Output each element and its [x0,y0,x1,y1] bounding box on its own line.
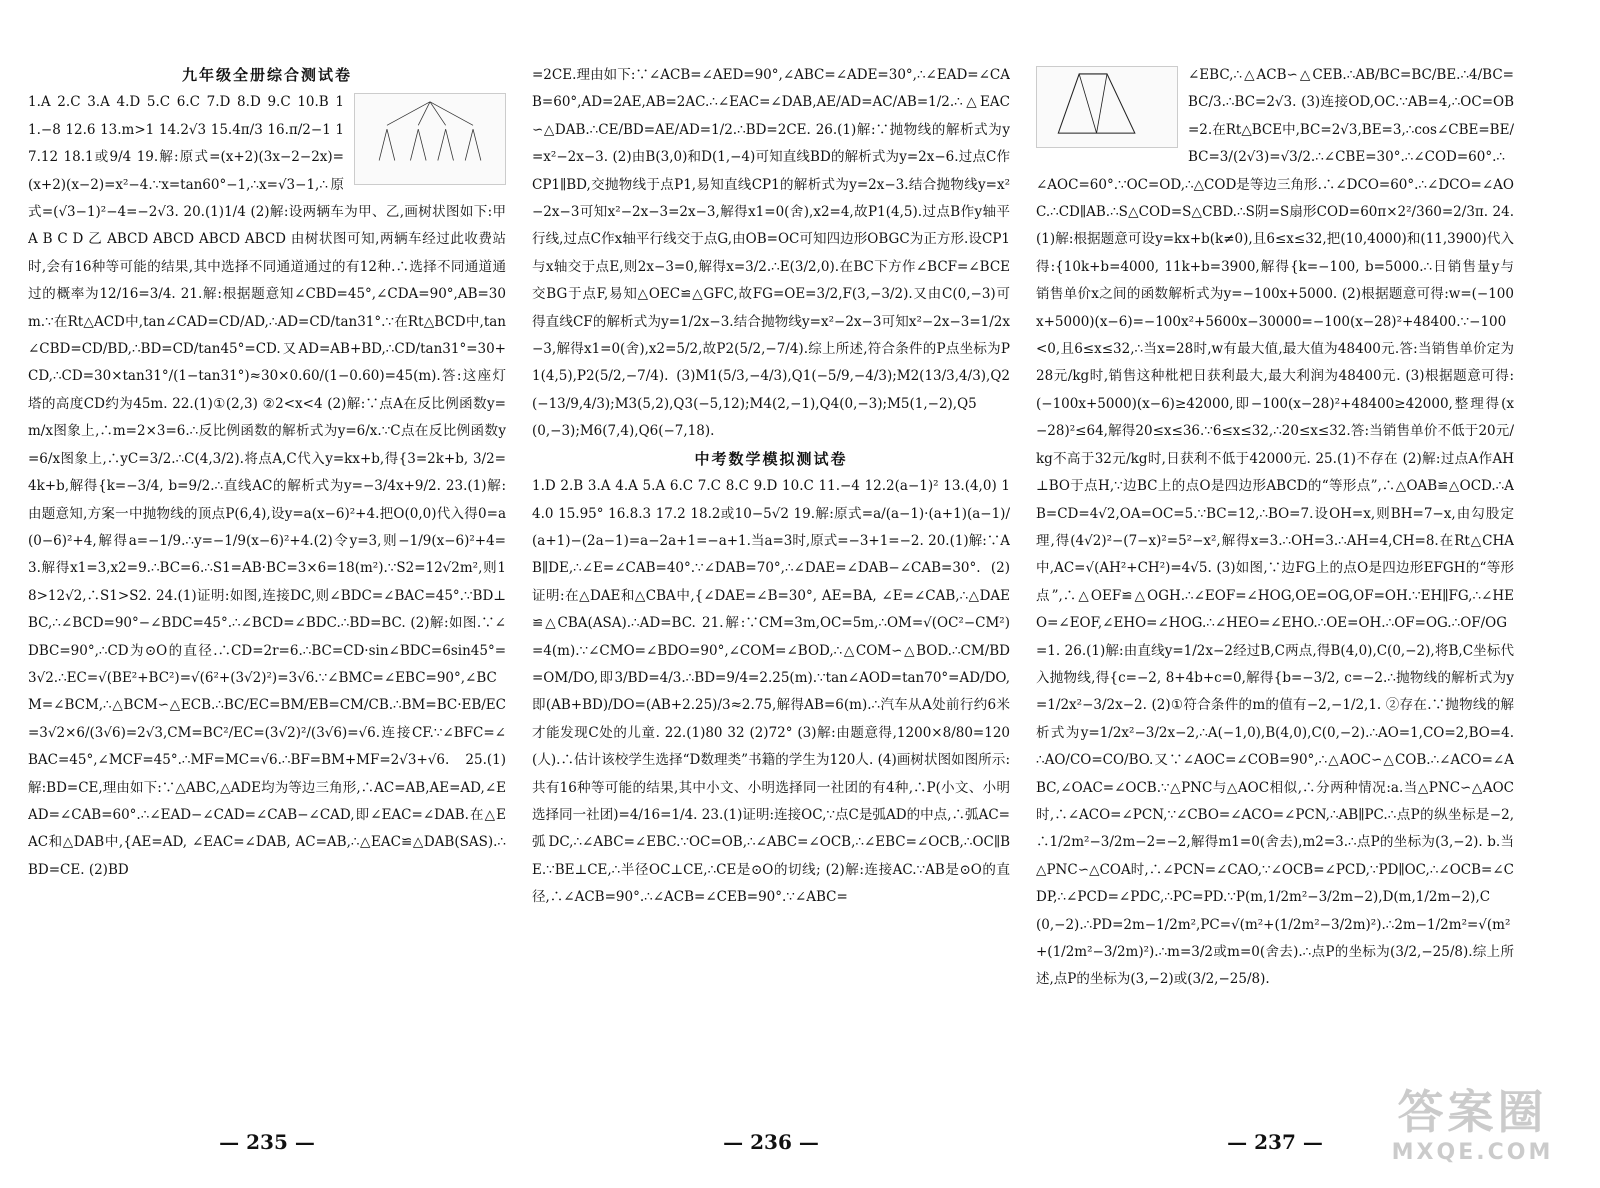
page-237-column [1036,62,1514,1102]
page-236-column [532,62,1010,1102]
answers-body-235: 1.A 2.C 3.A 4.D 5.C 6.C 7.D 8.D 9.C 10.B 11.−8 12.6 13.m>1 14.2√3 15.4π/3 16.π/2−1 17.12 18.1或9/4 19.解:原式=(x+2)(3x−2−2x)=(x+2)(x−2)=x²−4.∵x=tan60°−1,∴x=√3−1,∴原式=(√3−1)²−4=−2√3. 20.(1)1/4 (2)解:设两辆车为甲、乙,画树状图如下:甲 A B C D 乙 ABCD ABCD ABCD ABCD 由树状图可知,两辆车经过此收费站时,会有16种等可能的结果,其中选择不同通道通过的有12种.∴选择不同通道通过的概率为12/16=3/4. 21.解:根据题意知∠CBD=45°,∠CDA=90°,AB=30m.∵在Rt△ACD中,tan∠CAD=CD/AD,∴AD=CD/tan31°.∵在Rt△BCD中,tan∠CBD=CD/BD,∴BD=CD/tan45°=CD.又AD=AB+BD,∴CD/tan31°=30+CD,∴CD=30×tan31°/(1−tan31°)≈30×0.60/(1−0.60)=45(m).答:这座灯塔的高度CD约为45m. 22.(1)①(2,3) ②2<x<4 (2)解:∵点A在反比例函数y=m/x图象上,∴m=2×3=6.∴反比例函数的解析式为y=6/x.∵C点在反比例函数y=6/x图象上,∴yC=3/2.∴C(4,3/2).将点A,C代入y=kx+b,得{3=2k+b, 3/2=4k+b,解得{k=−3/4, b=9/2.∴直线AC的解析式为y=−3/4x+9/2. 23.(1)解:由题意知,方案一中抛物线的顶点P(6,4),设y=a(x−6)²+4.把O(0,0)代入得0=a(0−6)²+4,解得a=−1/9.∴y=−1/9(x−6)²+4.(2)令y=3,则−1/9(x−6)²+4=3.解得x1=3,x2=9.∴BC=6.∴S1=AB·BC=3×6=18(m²).∵S2=12√2m²,则18>12√2,∴S1>S2. 24.(1)证明:如图,连接DC,则∠BDC=∠BAC=45°.∵BD⊥BC,∴∠BCD=90°−∠BDC=45°.∴∠BCD=∠BDC.∴BD=BC. (2)解:如图.∵∠DBC=90°,∴CD为⊙O的直径.∴CD=2r=6.∴BC=CD·sin∠BDC=6sin45°=3√2.∴EC=√(BE²+BC²)=√(6²+(3√2)²)=3√6.∵∠BMC=∠EBC=90°,∠BCM=∠BCM,∴△BCM∽△ECB.∴BC/EC=BM/EB=CM/CB.∴BM=BC·EB/EC=3√2×6/(3√6)=2√3,CM=BC²/EC=(3√2)²/(3√6)=√6.连接CF.∵∠BFC=∠BAC=45°,∠MCF=45°.∴MF=MC=√6.∴BF=BM+MF=2√3+√6. 25.(1)解:BD=CE,理由如下:∵△ABC,△ADE均为等边三角形,∴AC=AB,AE=AD,∠EAD=∠CAB=60°.∴∠EAD−∠CAD=∠CAB−∠CAD,即∠EAC=∠DAB.在△EAC和△DAB中,{AE=AD, ∠EAC=∠DAB, AC=AB,∴△EAC≌△DAB(SAS).∴BD=CE. (2)BD [28,94,506,878]
answers-body-236b: 1.D 2.B 3.A 4.A 5.A 6.C 7.C 8.C 9.D 10.C 11.−4 12.2(a−1)² 13.(4,0) 14.0 15.95° 16.8.3 17.2 18.2或10−5√2 19.解:原式=a/(a−1)·(a+1)(a−1)/(a+1)−(2a−1)=a−2a+1=−a+1.当a=3时,原式=−3+1=−2. 20.(1)解:∵AB∥DE,∴∠E=∠CAB=40°.∵∠DAB=70°,∴∠DAE=∠DAB−∠CAB=30°. (2)证明:在△DAE和△CBA中,{∠DAE=∠B=30°, AE=BA, ∠E=∠CAB,∴△DAE≌△CBA(ASA).∴AD=BC. 21.解:∵CM=3m,OC=5m,∴OM=√(OC²−CM²)=4(m).∵∠CMO=∠BDO=90°,∠COM=∠BOD,∴△COM∽△BOD.∴CM/BD=OM/DO,即3/BD=4/3.∴BD=9/4=2.25(m).∵tan∠AOD=tan70°=AD/DO,即(AB+BD)/DO=(AB+2.25)/3≈2.75,解得AB=6(m).∴汽车从A处前行约6米才能发现C处的儿童. 22.(1)80 32 (2)72° (3)解:由题意得,1200×8/80=120(人).∴估计该校学生选择“D数理类”书籍的学生为120人. (4)画树状图如图所示:共有16种等可能的结果,其中小文、小明选择同一社团的有4种,∴P(小文、小明选择同一社团)=4/16=1/4. 23.(1)证明:连接OC,∵点C是弧AD的中点,∴弧AC=弧DC,∴∠ABC=∠EBC.∵OC=OB,∴∠ABC=∠OCB,∴∠EBC=∠OCB,∴OC∥BE.∵BE⊥CE,∴半径OC⊥CE,∴CE是⊙O的切线; (2)解:连接AC.∵AB是⊙O的直径,∴∠ACB=90°.∴∠ACB=∠CEB=90°.∵∠ABC= [532,478,1010,906]
trapezoid-figure [1036,66,1178,148]
page-235-column [28,62,506,1102]
site-watermark [1365,1085,1580,1175]
page-number-236: — 236 — [723,1130,819,1154]
watermark-url: MXQE.COM [1391,1140,1554,1165]
watermark-logo-text: 答案圈 [1397,1085,1548,1139]
section-title-mock-exam: 中考数学模拟测试卷 [694,449,848,468]
page-number-237: — 237 — [1227,1130,1323,1154]
answers-body-236a: =2CE.理由如下:∵∠ACB=∠AED=90°,∠ABC=∠ADE=30°,∴∠EAD=∠CAB=60°,AD=2AE,AB=2AC.∴∠EAC=∠DAB,AE/AD=AC/AB=1/2.∴△EAC∽△DAB.∴CE/BD=AE/AD=1/2.∴BD=2CE. 26.(1)解:∵抛物线的解析式为y=x²−2x−3. (2)由B(3,0)和D(1,−4)可知直线BD的解析式为y=2x−6.过点C作CP1∥BD,交抛物线于点P1,易知直线CP1的解析式为y=2x−3.结合抛物线y=x²−2x−3可知x²−2x−3=2x−3,解得x1=0(舍),x2=4,故P1(4,5).过点B作y轴平行线,过点C作x轴平行线交于点G,由OB=OC可知四边形OBGC为正方形.设CP1与x轴交于点E,则2x−3=0,解得x=3/2.∴E(3/2,0).在BC下方作∠BCF=∠BCE交BG于点F,易知△OEC≌△GFC,故FG=OE=3/2,F(3,−3/2).又由C(0,−3)可得直线CF的解析式为y=1/2x−3.结合抛物线y=x²−2x−3可知x²−2x−3=1/2x−3,解得x1=0(舍),x2=5/2,故P2(5/2,−7/4).综上所述,符合条件的P点坐标为P1(4,5),P2(5/2,−7/4). (3)M1(5/3,−4/3),Q1(−5/9,−4/3);M2(13/3,4/3),Q2(−13/9,4/3);M3(5,2),Q3(−5,12);M4(2,−1),Q4(0,−3);M5(1,−2),Q5(0,−3);M6(7,4),Q6(−7,18). [532,67,1010,440]
answers-body-237: ∠EBC,∴△ACB∽△CEB.∴AB/BC=BC/BE.∴4/BC=BC/3.∴BC=2√3. (3)连接OD,OC.∵AB=4,∴OC=OB=2.在Rt△BCE中,BC=2√3,BE=3,∴cos∠CBE=BE/BC=3/(2√3)=√3/2.∴∠CBE=30°.∴∠COD=60°.∴∠AOC=60°.∵OC=OD,∴△COD是等边三角形.∴∠DCO=60°.∴∠DCO=∠AOC.∴CD∥AB.∴S△COD=S△CBD.∴S阴=S扇形COD=60π×2²/360=2/3π. 24.(1)解:根据题意可设y=kx+b(k≠0),且6≤x≤32,把(10,4000)和(11,3900)代入得:{10k+b=4000, 11k+b=3900,解得{k=−100, b=5000.∴日销售量y与销售单价x之间的函数解析式为y=−100x+5000. (2)根据题意可得:w=(−100x+5000)(x−6)=−100x²+5600x−30000=−100(x−28)²+48400.∵−100<0,且6≤x≤32,∴当x=28时,w有最大值,最大值为48400元.答:当销售单价定为28元/kg时,销售这种枇杷日获利最大,最大利润为48400元. (3)根据题意可得:(−100x+5000)(x−6)≥42000,即−100(x−28)²+48400≥42000,整理得(x−28)²≤64,解得20≤x≤36.∵6≤x≤32,∴20≤x≤32.答:当销售单价不低于20元/kg不高于32元/kg时,日获利不低于42000元. 25.(1)不存在 (2)解:过点A作AH⊥BO于点H,∵边BC上的点O是四边形ABCD的“等形点”,∴△OAB≌△OCD.∴AB=CD=4√2,OA=OC=5.∵BC=12,∴BO=7.设OH=x,则BH=7−x,由勾股定理,得(4√2)²−(7−x)²=5²−x²,解得x=3.∴OH=3.∴AH=4,CH=8.在Rt△CHA中,AC=√(AH²+CH²)=4√5. (3)如图,∵边FG上的点O是四边形EFGH的“等形点”,∴△OEF≌△OGH.∴∠EOF=∠HOG,OE=OG,OF=OH.∵EH∥FG,∴∠HEO=∠EOF,∠EHO=∠HOG.∴∠HEO=∠EHO.∴OE=OH.∴OF=OG.∴OF/OG=1. 26.(1)解:由直线y=1/2x−2经过B,C两点,得B(4,0),C(0,−2),将B,C坐标代入抛物线,得{c=−2, 8+4b+c=0,解得{b=−3/2, c=−2.∴抛物线的解析式为y=1/2x²−3/2x−2. (2)①符合条件的m的值有−2,−1/2,1. ②存在.∵抛物线的解析式为y=1/2x²−3/2x−2,∴A(−1,0),B(4,0),C(0,−2).∴AO=1,CO=2,BO=4.∴AO/CO=CO/BO.又∵∠AOC=∠COB=90°,∴△AOC∽△COB.∴∠ACO=∠ABC,∠OAC=∠OCB.∵△PNC与△AOC相似,∴分两种情况:a.当△PNC∽△AOC时,∴∠ACO=∠PCN,∵∠CBO=∠ACO=∠PCN,∴AB∥PC.∴点P的纵坐标是−2,∴1/2m²−3/2m−2=−2,解得m1=0(舍去),m2=3.∴点P的坐标为(3,−2). b.当△PNC∽△COA时,∴∠PCN=∠CAO,∵∠OCB=∠PCD,∵PD∥OC,∴∠OCB=∠CDP,∴∠PCD=∠PDC,∴PC=PD.∵P(m,1/2m²−3/2m−2),D(m,1/2m−2),C(0,−2).∴PD=2m−1/2m²,PC=√(m²+(1/2m²−3/2m)²).∴2m−1/2m²=√(m²+(1/2m²−3/2m)²).∴m=3/2或m=0(舍去).∴点P的坐标为(3/2,−25/8).综上所述,点P的坐标为(3,−2)或(3/2,−25/8). [1036,67,1514,988]
page-number-235: — 235 — [219,1130,315,1154]
section-title-grade9: 九年级全册综合测试卷 [181,66,352,84]
tree-diagram-figure [354,93,506,185]
